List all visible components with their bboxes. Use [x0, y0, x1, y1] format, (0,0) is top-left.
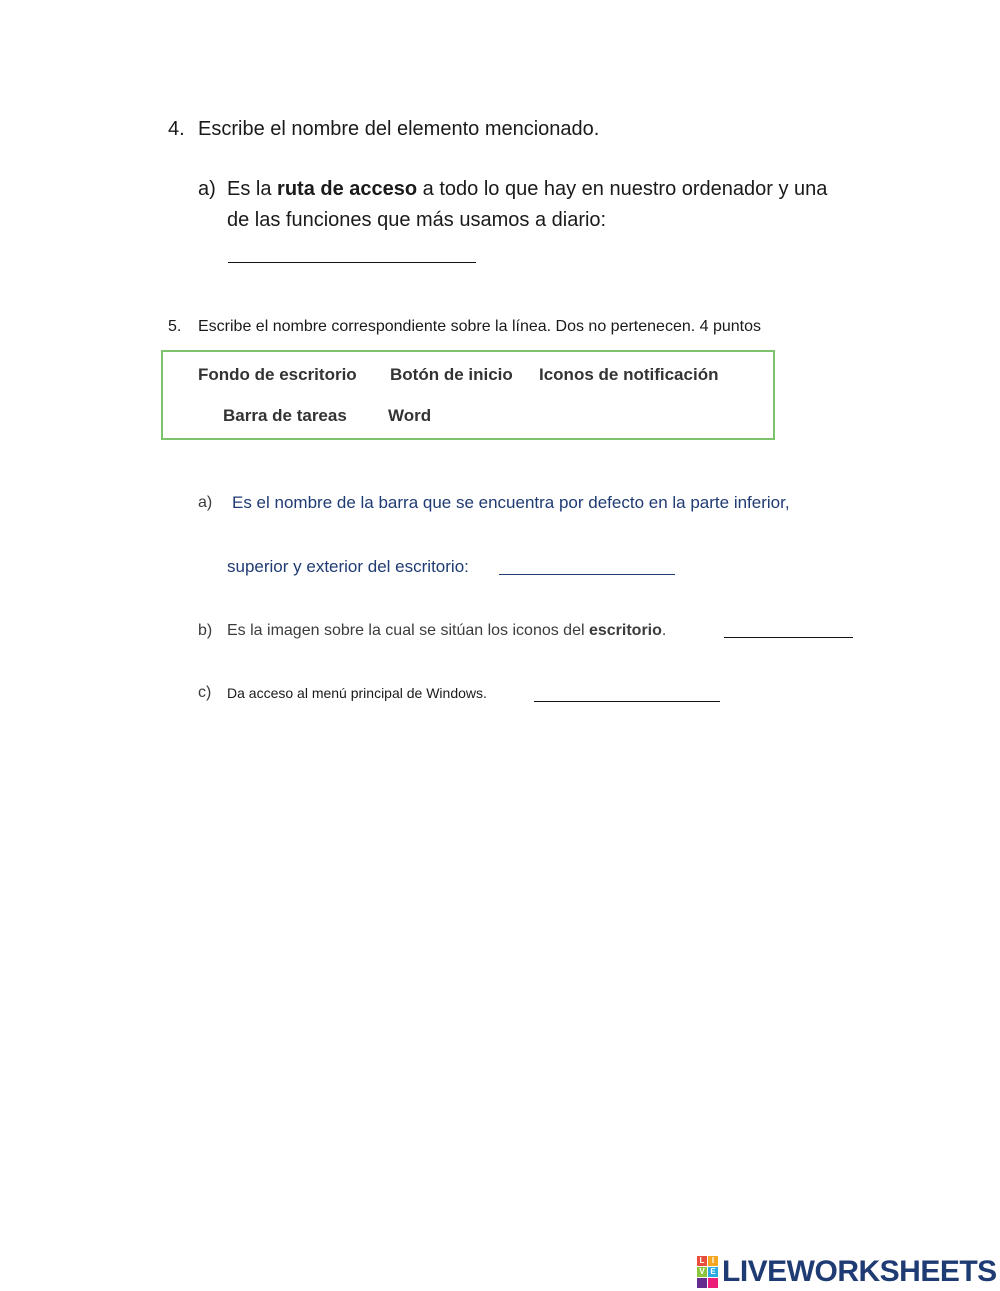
question-5c-text: Da acceso al menú principal de Windows.	[227, 685, 487, 701]
question-5b-text-pre: Es la imagen sobre la cual se sitúan los iconos del	[227, 622, 589, 639]
word-bank-box	[161, 350, 775, 440]
question-4a-text-bold: ruta de acceso	[277, 178, 418, 200]
logo-badge-letter	[697, 1278, 707, 1288]
liveworksheets-logo[interactable]	[697, 1255, 997, 1289]
question-4-number: 4.	[168, 118, 185, 140]
word-bank-item-barra: Barra de tareas	[223, 406, 347, 425]
logo-badge-letter: E	[708, 1267, 718, 1277]
word-bank-item-iconos: Iconos de notificación	[539, 365, 719, 384]
question-5a-answer-line[interactable]	[499, 558, 675, 575]
word-bank-item-boton: Botón de inicio	[390, 365, 513, 384]
question-5b-text-bold: escritorio	[588, 622, 662, 639]
question-4a-answer-line[interactable]	[228, 246, 476, 263]
question-5c-letter: c)	[198, 684, 212, 701]
question-5a-line1: Es el nombre de la barra que se encuentra por defecto en la parte inferior,	[232, 493, 790, 512]
question-5c-answer-line[interactable]	[534, 686, 720, 702]
logo-badge-letter: I	[708, 1256, 718, 1266]
question-4a-line2: de las funciones que más usamos a diario:	[227, 209, 607, 231]
question-4a-letter: a)	[198, 178, 216, 200]
word-bank-item-fondo: Fondo de escritorio	[198, 365, 357, 384]
question-4a-text-post: a todo lo que hay en nuestro ordenador y una	[417, 178, 828, 200]
question-4-title: Escribe el nombre del elemento mencionado.	[198, 118, 600, 140]
question-4a-text-pre: Es la	[227, 178, 278, 200]
question-5b-text	[227, 622, 666, 640]
question-5b-text-post: .	[661, 622, 667, 639]
question-5-title: Escribe el nombre correspondiente sobre la línea. Dos no pertenecen. 4 puntos	[198, 318, 762, 335]
word-bank-item-word: Word	[388, 406, 432, 425]
logo-badge-letter: L	[697, 1256, 707, 1266]
question-5a-line2: superior y exterior del escritorio:	[227, 557, 469, 576]
logo-badge-letter: V	[697, 1267, 707, 1277]
question-5b-letter: b)	[198, 622, 213, 639]
logo-text: LIVEWORKSHEETS	[722, 1255, 997, 1288]
logo-badge-icon	[697, 1256, 718, 1288]
question-5a-letter: a)	[198, 494, 213, 511]
question-5b-answer-line[interactable]	[724, 622, 853, 638]
question-4a-line1	[227, 178, 827, 201]
question-5-number: 5.	[168, 318, 182, 335]
logo-badge-letter	[708, 1278, 718, 1288]
